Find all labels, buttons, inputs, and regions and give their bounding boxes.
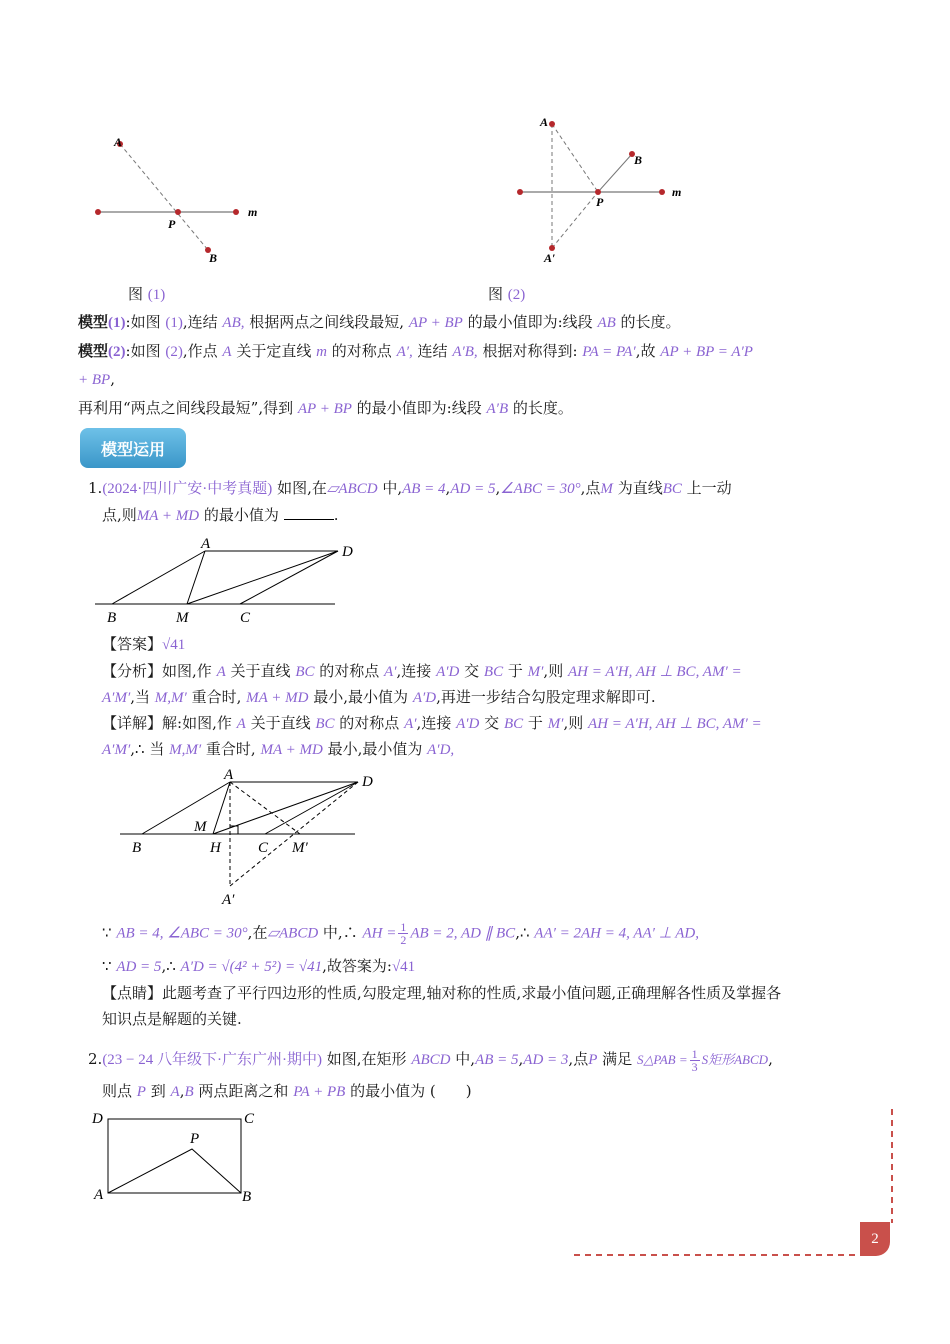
denominator: 2 [400,933,407,947]
math: S矩形ABCD [701,1052,769,1067]
label-m-prime: M′ [292,840,308,856]
q1-figure [90,535,380,627]
label-c: C [258,840,269,856]
text: 于 [523,714,543,732]
math: A [222,344,232,360]
text: 的长度。 [615,313,681,331]
label-p: P [596,195,604,209]
model-2-line-1 [78,341,753,362]
caption-text: 图 [488,285,504,303]
q1-comment-line-2 [102,1009,242,1029]
question-source: (2024·四川广安·中考真题) [102,481,273,497]
text: ,则 [543,662,564,680]
text: 的最小值即为:线段 [462,313,593,331]
fraction-third [690,1048,700,1073]
math: PA + PB [293,1084,346,1100]
math: A′M′ [102,690,131,706]
line-end-right [233,209,239,215]
text: , [768,1050,773,1068]
text: 如图,作 [162,662,212,680]
math: M,M′ [154,690,187,706]
math: A′D, [427,742,455,758]
math: A′B [486,401,509,417]
math: A′D [436,664,460,680]
label-b: B [242,1189,252,1205]
caption-num: (2) [507,287,526,303]
text: 的对称点 [334,714,400,732]
text: 的对称点 [314,662,380,680]
model-num: (1) [108,315,126,331]
math: BC [662,481,682,497]
model-num: (2) [108,344,126,360]
text: ∵ [102,923,117,942]
text: ,在 [247,923,268,942]
text: :如图 [125,342,161,360]
math: A [216,664,226,680]
text: ,当 [130,688,151,706]
label-p: P [168,217,176,231]
text: 的最小值为 [199,506,279,524]
label-d: D [362,774,373,790]
label-a: A [540,115,549,129]
math: MA + MD [246,690,309,706]
label-b: B [209,251,218,265]
math: M [600,481,613,497]
label-h: H [210,840,221,856]
label-a-prime: A′ [544,251,556,265]
model-2-line-2 [78,369,115,390]
text: . [333,506,339,524]
detail-tag: 【详解】 [102,714,163,732]
math: AH = A′H, AH ⊥ BC, AM′ = [588,716,762,732]
math: M′ [527,664,544,680]
caption-text: 图 [128,285,144,303]
math: ABCD [411,1052,451,1068]
line-end-right [659,189,665,195]
math: AA′ = 2AH = 4, AA′ ⊥ AD, [534,925,700,942]
text: ∵ [102,957,117,975]
label-b: B [132,840,142,856]
q1-comment-line-1 [102,983,781,1003]
math: MA + MD [136,508,200,524]
model-title: 模型 [78,313,109,331]
answer-value: √41 [162,637,186,653]
math: BC [295,664,315,680]
text: :如图 [125,313,161,331]
text: 根据对称得到: [477,342,578,360]
numerator: 1 [400,920,407,934]
label-b: B [107,610,117,626]
math: AD = 5 [450,481,496,497]
text: 的最小值即为:线段 [351,399,482,417]
text: ,再进一步结合勾股定理求解即可. [436,688,656,706]
comment-tag: 【点睛】 [102,984,163,1002]
math: AB, [222,315,245,331]
text: 如图,在矩形 [322,1050,407,1068]
label-d: D [342,544,353,560]
math: AB = 4, ∠ABC = 30° [116,925,248,942]
q2-figure [88,1105,268,1205]
math: A′B, [452,344,478,360]
text: , [445,479,451,497]
label-a: A [201,536,211,552]
label-c: C [240,610,251,626]
math: ∠ABC = 30° [500,481,581,497]
q1-solution-figure [110,762,400,912]
text: ,连接 [416,714,452,732]
q1-detail-line-2 [102,739,454,760]
math: AB = 2, AD ∥ BC [410,925,516,942]
label-d: D [92,1111,103,1127]
caption-num: (1) [147,287,166,303]
text: 到 [145,1082,166,1100]
math: A′D [412,690,437,706]
math: AD = 5 [116,959,162,975]
math: AB [597,315,616,331]
math: BC [315,716,335,732]
figure-2 [510,110,700,270]
math: A′D = √(4² + 5²) = √41 [180,959,323,975]
text: 中, [450,1050,476,1068]
answer-choice-bracket[interactable]: ( ) [429,1082,472,1100]
text: 再利用“两点之间线段最短”,得到 [78,399,294,417]
text: 根据两点之间线段最短, [244,313,405,331]
math: A [170,1084,180,1100]
text: 重合时, [186,688,242,706]
question-number: 2. [88,1050,103,1068]
page-number: 2 [860,1222,890,1256]
figure-1 [90,130,280,270]
math: √41 [391,959,416,975]
analysis-tag: 【分析】 [102,662,163,680]
line-end-left [95,209,101,215]
text: 交 [459,662,480,680]
label-a: A [94,1187,104,1203]
math: A′ [384,664,397,680]
math: AP + BP [408,315,463,331]
point-a [549,121,555,127]
fig-ref: (2) [165,344,183,360]
q2-line-2 [102,1081,472,1102]
label-a: A [114,135,123,149]
figure-1-caption [128,283,165,304]
label-m: M [176,610,189,626]
text: 最小,最小值为 [322,740,423,758]
model-title: 模型 [78,342,109,360]
text: 两点距离之和 [193,1082,289,1100]
math: A [236,716,246,732]
math: A′M′ [102,742,131,758]
text: 知识点是解题的关键. [102,1010,242,1028]
figure-2-caption [488,283,525,304]
q1-line-2 [102,505,338,526]
math: AH = A′H, AH ⊥ BC, AM′ = [567,664,742,680]
text: ,作点 [182,342,218,360]
text: ,则 [563,714,584,732]
text: 解:如图,作 [162,714,232,732]
question-number: 1. [88,479,103,497]
q1-analysis-line-1 [102,661,742,682]
label-m: m [672,185,682,199]
fraction-half [398,921,408,946]
answer-blank[interactable] [284,505,334,520]
math: S△PAB = [636,1052,688,1067]
label-m: M [194,819,207,835]
question-source: (23 − 24 八年级下·广东广州·期中) [102,1052,323,1068]
label-c: C [244,1111,255,1127]
text: ,∴ 当 [130,740,165,758]
text: ,点 [580,479,601,497]
text: 重合时, [201,740,256,758]
text: 如图,在 [272,479,327,497]
text: ,故 [635,342,656,360]
label-a: A [224,767,234,783]
math: AP + BP [297,401,352,417]
text: 关于直线 [245,714,311,732]
denominator: 3 [691,1059,698,1074]
math: A′D [456,716,480,732]
math: B [184,1084,194,1100]
text: 此题考查了平行四边形的性质,勾股定理,轴对称的性质,求最小值问题,正确理解各性质及掌握各 [162,984,782,1002]
label-p: P [190,1131,200,1147]
text: 关于直线 [225,662,291,680]
label-b: B [634,153,643,167]
math: M′ [547,716,564,732]
q1-answer [102,634,185,655]
text: 点,则 [102,506,137,524]
math: A′, [396,344,413,360]
math: PA = PA′ [582,344,636,360]
model-2-line-3 [78,398,573,419]
math: BC [483,664,504,680]
q2-line-1 [88,1047,773,1073]
q1-line-1 [88,478,732,499]
math: AH = [362,925,397,942]
line-end-left [517,189,523,195]
text: 的最小值为 [345,1082,426,1100]
math: ▱ABCD [267,925,319,942]
math: ▱ABCD [326,481,378,497]
text: ,∴ [515,923,535,942]
text: 交 [479,714,500,732]
text: 为直线 [612,479,663,497]
text: ,点 [568,1050,589,1068]
text: ,连结 [182,313,218,331]
math: P [588,1052,598,1068]
text: 中, [377,479,403,497]
page-corner-decoration [570,1105,900,1265]
math: M,M′ [169,742,202,758]
math: AB = 4 [402,481,446,497]
text: ,∴ [161,957,181,975]
section-tag: 模型运用 [80,428,186,468]
text: 连结 [412,342,448,360]
numerator: 1 [691,1046,698,1061]
text: , [518,1050,524,1068]
math: MA + MD [260,742,323,758]
q1-analysis-line-2 [102,687,656,708]
text: 的对称点 [327,342,392,360]
text: , [495,479,501,497]
text: , [179,1082,185,1100]
math: m [316,344,327,360]
text: 关于定直线 [231,342,312,360]
math: BC [503,716,524,732]
text: 则点 [102,1082,133,1100]
q1-solution-line-1 [102,921,699,946]
text: , [110,370,115,388]
math: AP + BP = A′P [660,344,753,360]
q1-detail-line-1 [102,713,762,734]
math: A′ [404,716,417,732]
math: AB = 5 [475,1052,519,1068]
point-p [175,209,181,215]
model-1-paragraph [78,312,681,333]
answer-tag: 【答案】 [102,635,163,653]
text: 的长度。 [508,399,573,417]
label-a-prime: A′ [222,892,235,908]
text: ,连接 [396,662,432,680]
text: ,故答案为: [322,957,392,975]
q1-solution-line-2 [102,956,415,977]
math: AD = 3 [523,1052,569,1068]
text: 满足 [597,1050,633,1068]
fig-ref: (1) [165,315,183,331]
label-m: m [248,205,258,219]
text: 于 [503,662,523,680]
text: 最小,最小值为 [308,688,409,706]
math: P [136,1084,146,1100]
text: 中,∴ [318,923,363,942]
text: 上一动 [681,479,732,497]
math: + BP [78,372,111,388]
